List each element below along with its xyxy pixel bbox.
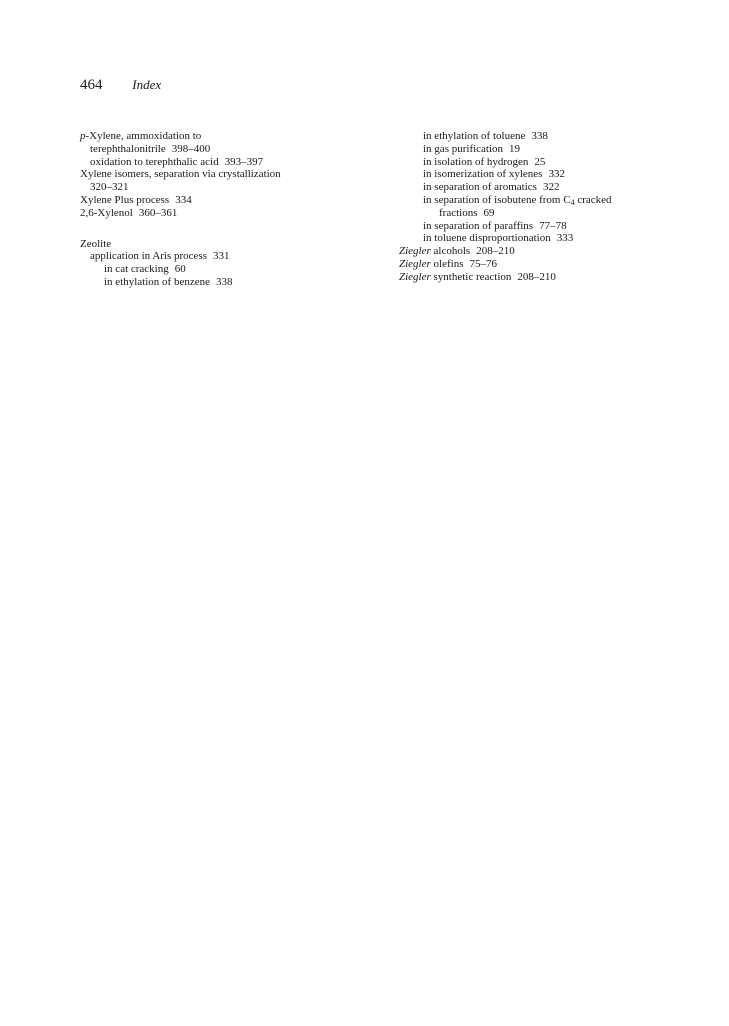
page-ref: 75–76 bbox=[469, 257, 497, 270]
index-subentry bbox=[399, 220, 612, 233]
page-ref: 208–210 bbox=[476, 245, 515, 258]
index-subentry bbox=[80, 156, 281, 169]
page-ref: 208–210 bbox=[517, 270, 556, 283]
page-ref: 332 bbox=[548, 168, 565, 181]
index-subentry bbox=[80, 143, 281, 156]
page-ref: 322 bbox=[542, 181, 560, 194]
index-entry-continuation bbox=[80, 181, 281, 194]
index-subentry-continuation bbox=[399, 207, 612, 220]
entry-text: in ethylation of benzene bbox=[104, 275, 210, 288]
page-ref: 320–321 bbox=[90, 181, 129, 194]
index-subentry bbox=[399, 168, 612, 181]
page-ref: 393–397 bbox=[224, 155, 264, 168]
entry-text: fractions bbox=[439, 206, 478, 219]
index-entry-ziegler-olefins bbox=[399, 258, 612, 271]
entry-text: 2,6-Xylenol bbox=[80, 206, 133, 219]
entry-text: oxidation to terephthalic acid bbox=[90, 155, 219, 168]
index-entry-xylenol bbox=[80, 207, 281, 220]
name-italic: Ziegler bbox=[399, 245, 431, 258]
entry-text: Zeolite bbox=[80, 237, 112, 250]
index-subentry bbox=[399, 232, 612, 245]
entry-text: terephthalonitrile bbox=[90, 142, 166, 155]
page-header bbox=[80, 76, 161, 94]
entry-text: in gas purification bbox=[423, 142, 504, 155]
entry-text: alcohols bbox=[430, 245, 471, 258]
entry-text: olefins bbox=[430, 257, 464, 270]
page-ref: 333 bbox=[556, 232, 574, 245]
entry-text: cracked bbox=[574, 193, 612, 206]
page-ref: 338 bbox=[216, 275, 233, 288]
name-italic: Ziegler bbox=[399, 270, 431, 283]
running-head: Index bbox=[132, 77, 162, 92]
entry-text: in isolation of hydrogen bbox=[423, 155, 529, 168]
index-entry-ziegler-alcohols bbox=[399, 245, 612, 258]
index-subentry bbox=[80, 276, 281, 289]
entry-text: in separation of aromatics bbox=[423, 181, 537, 194]
page-ref: 77–78 bbox=[539, 219, 567, 232]
page-ref: 331 bbox=[213, 250, 230, 263]
entry-text: Xylene isomers, separation via crystallization bbox=[80, 168, 281, 181]
index-entry-p-xylene bbox=[80, 130, 281, 143]
page-ref: 69 bbox=[483, 206, 495, 219]
index-subentry bbox=[399, 130, 612, 143]
page-number: 464 bbox=[80, 77, 103, 93]
page-ref: 25 bbox=[534, 155, 546, 168]
index-subentry bbox=[399, 143, 612, 156]
entry-text: in separation of paraffins bbox=[423, 219, 534, 232]
index-subentry bbox=[80, 263, 281, 276]
page-ref: 360–361 bbox=[138, 206, 178, 219]
index-column-left bbox=[80, 130, 281, 289]
entry-text: synthetic reaction bbox=[430, 270, 512, 283]
subscript: 4 bbox=[570, 197, 575, 207]
entry-text: Xylene Plus process bbox=[80, 193, 170, 206]
page-ref: 19 bbox=[509, 142, 521, 155]
index-subentry bbox=[399, 156, 612, 169]
entry-text: in ethylation of toluene bbox=[423, 130, 526, 142]
entry-text: in toluene disproportionation bbox=[423, 232, 551, 245]
p-prefix: p bbox=[80, 130, 86, 142]
page-ref: 338 bbox=[531, 130, 548, 142]
entry-text: application in Aris process bbox=[90, 250, 208, 263]
index-column-right bbox=[399, 130, 612, 284]
index-entry-ziegler-synthetic bbox=[399, 271, 612, 284]
entry-text: in cat cracking bbox=[104, 263, 169, 276]
index-entry-xylene-plus bbox=[80, 194, 281, 207]
entry-text: in isomerization of xylenes bbox=[423, 168, 543, 181]
index-subentry bbox=[80, 250, 281, 263]
entry-text: in separation of isobutene from C bbox=[423, 193, 571, 206]
index-subentry bbox=[399, 194, 612, 207]
group-gap bbox=[80, 220, 281, 238]
name-italic: Ziegler bbox=[399, 257, 431, 270]
index-entry-xylene-isomers bbox=[80, 168, 281, 181]
page-ref: 60 bbox=[174, 263, 186, 276]
index-subentry bbox=[399, 181, 612, 194]
page-ref: 334 bbox=[175, 193, 192, 206]
entry-text: -Xylene, ammoxidation to bbox=[85, 130, 202, 142]
page-ref: 398–400 bbox=[171, 142, 211, 155]
index-entry-zeolite bbox=[80, 238, 281, 251]
